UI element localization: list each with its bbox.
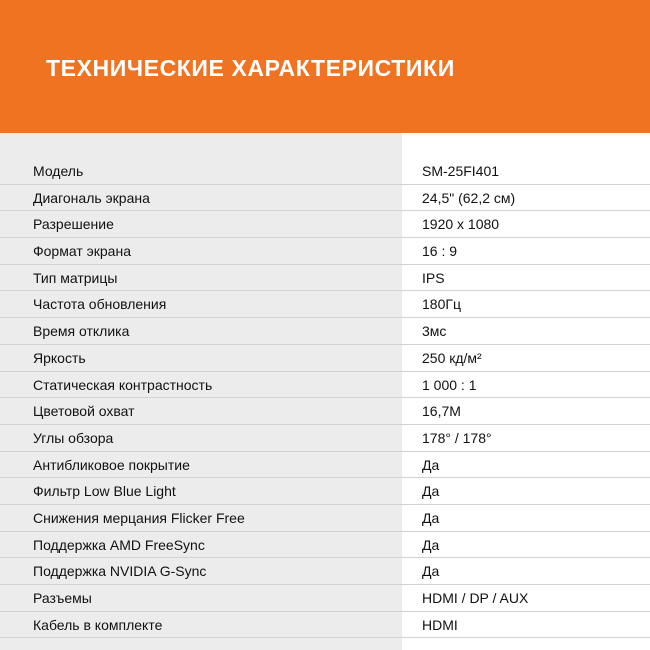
spec-row: [0, 612, 650, 639]
spec-label: Поддержка NVIDIA G-Sync: [33, 563, 207, 580]
spec-value: Да: [422, 563, 440, 580]
spec-row: [0, 505, 650, 532]
spec-value: 16,7M: [422, 403, 461, 420]
spec-row: [0, 532, 650, 559]
spec-value: 178° / 178°: [422, 429, 492, 446]
spec-label: Углы обзора: [33, 429, 114, 446]
spec-table: [0, 158, 650, 638]
spec-label: Поддержка AMD FreeSync: [33, 536, 205, 553]
spec-row: [0, 158, 650, 185]
spec-row: [0, 345, 650, 372]
header-banner: [0, 0, 650, 133]
spec-label: Снижения мерцания Flicker Free: [33, 509, 245, 526]
spec-value: 180Гц: [422, 296, 461, 313]
spec-row: [0, 372, 650, 399]
spec-row: [0, 398, 650, 425]
spec-label: Разрешение: [33, 216, 114, 233]
spec-value: HDMI: [422, 616, 458, 633]
spec-label: Фильтр Low Blue Light: [33, 483, 176, 500]
spec-value: Да: [422, 483, 440, 500]
spec-label: Антибликовое покрытие: [33, 456, 190, 473]
spec-value: 250 кд/м²: [422, 349, 482, 366]
spec-row: [0, 478, 650, 505]
spec-label: Цветовой охват: [33, 403, 135, 420]
spec-row: [0, 585, 650, 612]
spec-row: [0, 211, 650, 238]
spec-row: [0, 238, 650, 265]
spec-value: Да: [422, 509, 440, 526]
spec-row: [0, 425, 650, 452]
spec-label: Модель: [33, 163, 84, 179]
spec-label: Частота обновления: [33, 296, 167, 313]
spec-label: Тип матрицы: [33, 269, 118, 286]
spec-value: 24,5" (62,2 см): [422, 189, 516, 206]
spec-label: Яркость: [33, 349, 86, 366]
spec-label: Статическая контрастность: [33, 376, 213, 393]
spec-value: Да: [422, 456, 440, 473]
spec-value: 3мс: [422, 323, 447, 340]
spec-label: Формат экрана: [33, 243, 131, 260]
spec-value: 1920 x 1080: [422, 216, 500, 233]
spec-row: [0, 265, 650, 292]
spec-value: IPS: [422, 269, 445, 286]
spec-value: HDMI / DP / AUX: [422, 590, 529, 606]
spec-row: [0, 452, 650, 479]
spec-value: 1 000 : 1: [422, 376, 477, 393]
page-title: ТЕХНИЧЕСКИЕ ХАРАКТЕРИСТИКИ: [46, 55, 455, 81]
spec-label: Кабель в комплекте: [33, 616, 163, 633]
spec-label: Диагональ экрана: [33, 189, 150, 206]
spec-value: Да: [422, 536, 440, 553]
spec-label: Время отклика: [33, 323, 130, 340]
spec-label: Разъемы: [33, 590, 92, 606]
spec-value: 16 : 9: [422, 243, 458, 260]
spec-row: [0, 318, 650, 345]
spec-value: SM-25FI401: [422, 163, 500, 179]
spec-row: [0, 185, 650, 212]
spec-row: [0, 291, 650, 318]
spec-row: [0, 558, 650, 585]
